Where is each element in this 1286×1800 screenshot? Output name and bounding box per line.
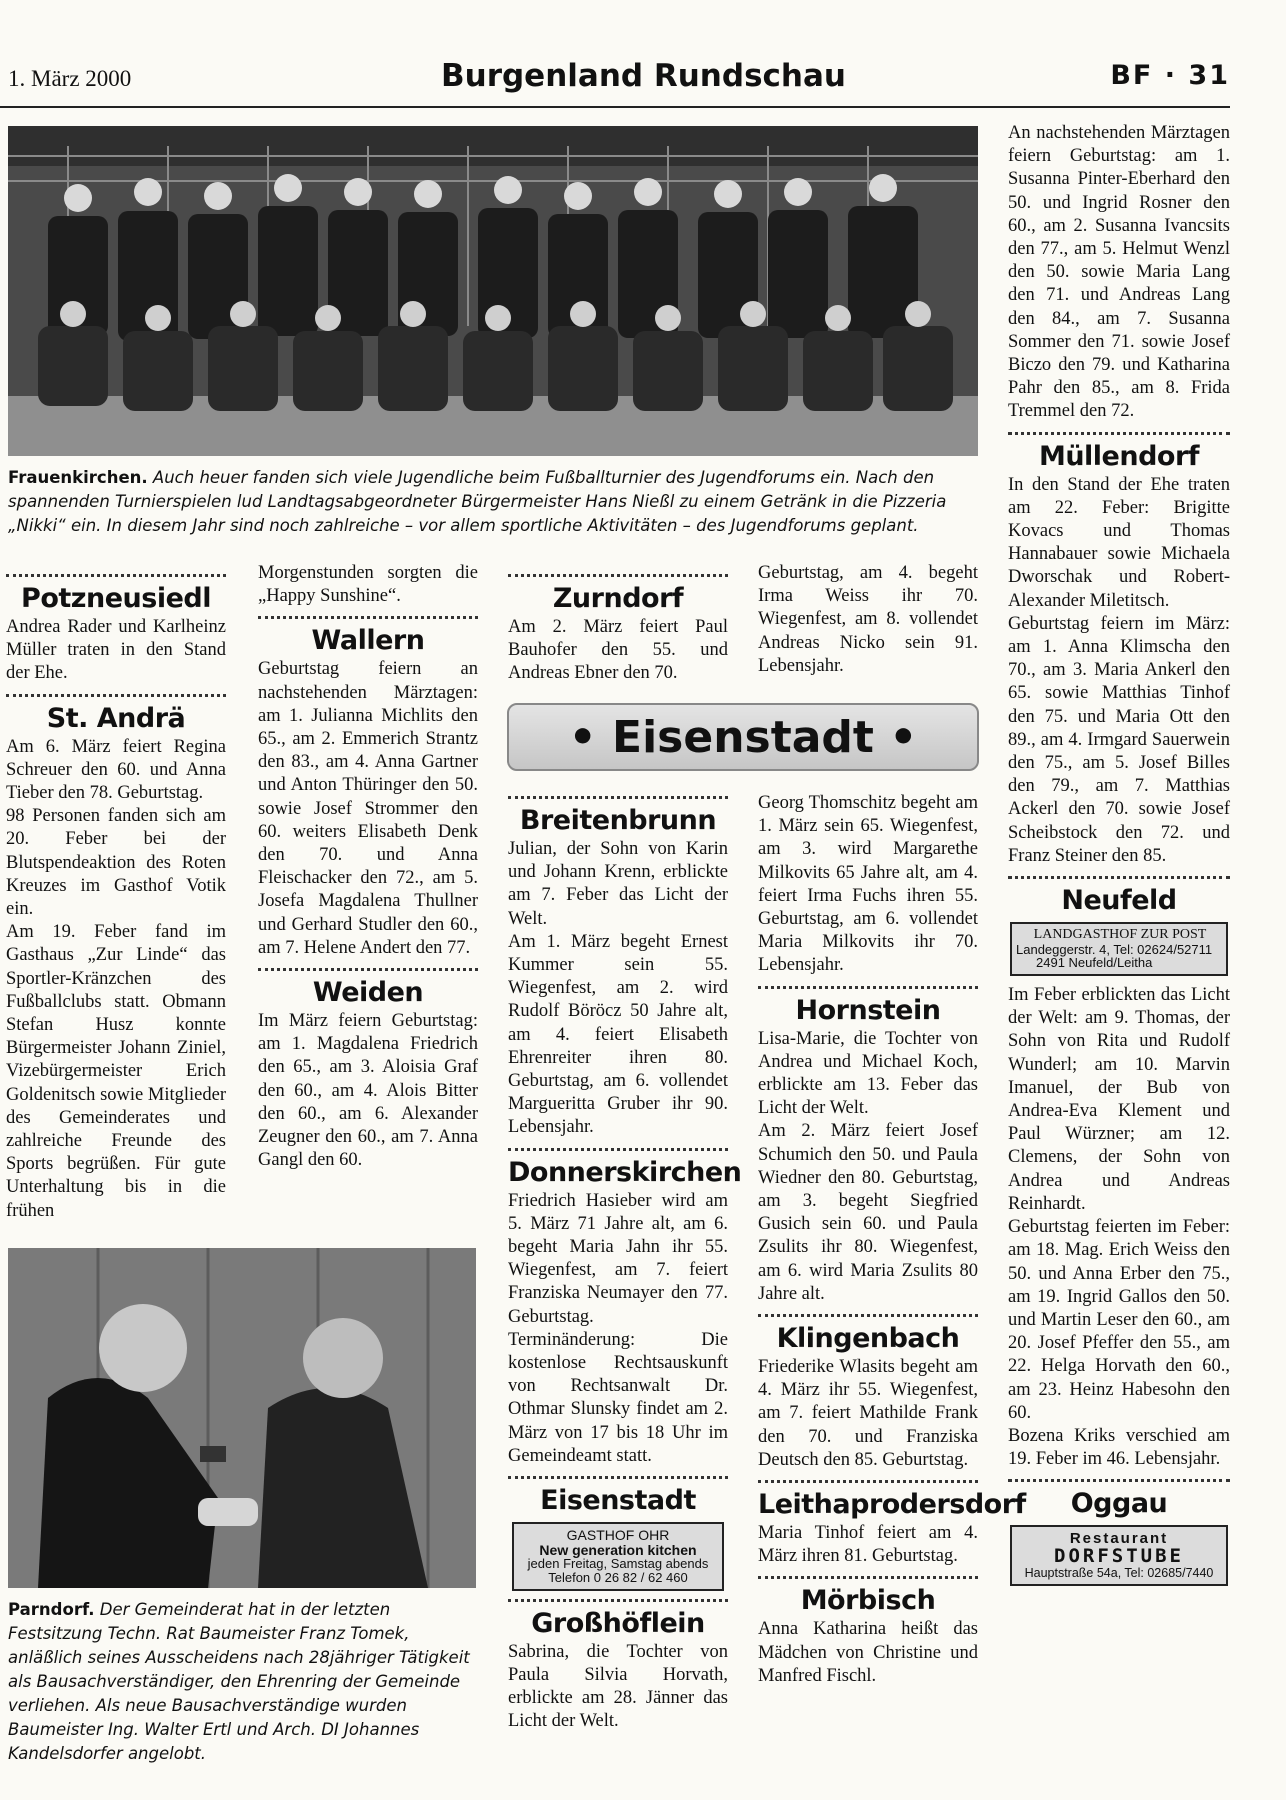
birthday-text: Georg Thomschitz begeht am 1. März sein 65. Wiegenfest, am 3. wird Margarethe Milkovits 65 Jahre alt, am 4. feiert Irma Fuchs ihren 55. Geburtstag, am 6. vollendet Maria Milkovits ihr 70. Lebensjahr. xyxy=(758,793,978,976)
heading-donnerskirchen: Donnerskirchen xyxy=(508,1156,742,1188)
separator xyxy=(508,574,728,577)
moerbisch-text: Anna Katharina heißt das Mädchen von Christine und Manfred Fischl. xyxy=(758,1619,978,1686)
heading-st-andrae: St. Andrä xyxy=(46,702,186,734)
column-1 xyxy=(6,566,226,1223)
column-4-top xyxy=(758,562,978,678)
donnerskirchen-p1: Friedrich Hasieber wird am 5. März 71 Jahre alt, am 6. begeht Maria Jahn ihr 55. Wiegenfest, am 7. feiert Franziska Neumayer den 77. Geburtstag. xyxy=(508,1190,728,1327)
heading-hornstein: Hornstein xyxy=(795,994,941,1026)
separator xyxy=(758,1480,978,1483)
potzneusiedl-text: Andrea Rader und Karlheinz Müller traten in den Stand der Ehe. xyxy=(6,617,226,684)
separator xyxy=(258,968,478,971)
issue-date: 1. März 2000 xyxy=(8,66,132,91)
separator xyxy=(758,1314,978,1317)
separator xyxy=(508,1148,728,1151)
separator xyxy=(508,1476,728,1479)
heading-moerbisch: Mörbisch xyxy=(800,1585,936,1617)
ad-type: Restaurant xyxy=(1069,1530,1169,1548)
region-banner-eisenstadt: • Eisenstadt • xyxy=(507,703,979,771)
column-4 xyxy=(758,792,1026,1688)
heading-grosshoeflein: Großhöflein xyxy=(531,1607,705,1639)
award-photo-illustration xyxy=(8,1248,476,1588)
separator xyxy=(758,1576,978,1579)
separator xyxy=(1008,432,1230,435)
weiden-text: Im März feiern Geburtstag: am 1. Magdalena Friedrich den 65., am 3. Aloisia Graf den 60., am 4. Alois Bitter den 60., am 6. Alexander Zeugner den 60., am 7. Anna Gangl den 60. xyxy=(258,1011,478,1171)
zurndorf-text: Am 2. März feiert Paul Bauhofer den 55. und Andreas Ebner den 70. xyxy=(508,617,728,684)
ad-name: GASTHOF OHR xyxy=(566,1527,670,1544)
ad-address: Landeggerstr. 4, Tel: 02624/52711 xyxy=(1016,941,1213,957)
column-3 xyxy=(508,788,742,1734)
hornstein-p1: Lisa-Marie, die Tochter von Andrea und Michael Koch, erblickte am 13. Feber das Licht der Welt. xyxy=(758,1028,978,1119)
top-photo-caption xyxy=(8,466,980,538)
birthday-list: An nachstehenden Märztagen feiern Geburtstag: am 1. Susanna Pinter-Eberhard den 50. und Ingrid Rosner den 60., am 2. Susanna Ivancsits den 77., am 5. Helmut Wenzl den 50. sowie Maria Lang den 71. und Andreas Lang den 84., am 7. Susanna Sommer den 71. sowie Josef Biczo den 79. und Katharina Pahr den 85., am 8. Frida Tremmel den 72. xyxy=(1008,123,1230,422)
separator xyxy=(758,986,978,989)
bottom-photo-caption xyxy=(8,1598,476,1766)
ad-hours: jeden Freitag, Samstag abends xyxy=(527,1556,709,1572)
breitenbrunn-p2: Am 1. März begeht Ernest Kummer sein 55. Wiegenfest, am 2. wird Rudolf Böröcz 50 Jahre alt, am 4. feiert Elisabeth Ehrenreiter ihren 80. Geburtstag, am 6. vollendet Margueritta Gruber ihr 90. Lebensjahr. xyxy=(508,931,728,1138)
wallern-text: Geburtstag feiern an nachstehenden Märztagen: am 1. Julianna Michlits den 65., am 2. Emmerich Strantz den 83., am 4. Anna Gartner und Anton Thüringer den 50. sowie Josef Strommer den 60. weiters Elisabeth Denk den 70. und Anna Fleischacker den 72., am 5. Josefa Magdalena Thullner und Gerhard Studler den 60., am 7. Helene Andert den 77. xyxy=(258,659,478,958)
muellendorf-p2: Geburtstag feiern im März: am 1. Anna Klimscha den 70., am 3. Maria Ankerl den 65. sowie Matthias Tinhof den 75. und Maria Ott den 89., am 4. Irmgard Sauerwein den 75., am 5. Josef Billes den 79., am 7. Matthias Ackerl den 70. sowie Josef Scheibstock den 72. und Franz Steiner den 85. xyxy=(1008,613,1230,866)
caption-text: Auch heuer fanden sich viele Jugendliche beim Fußballturnier des Jugendforums ein. Nach den spannenden Turnierspielen lud Landtagsabgeordneter Bürgermeister Hans Nießl zu einem Getränk in die Pizzeria „Nikki“ ein. In diesem Jahr sind noch zahlreiche – vor allem sportliche Aktivitäten – des Jugendforums geplant. xyxy=(8,468,947,535)
caption-place: Parndorf. xyxy=(8,1600,95,1619)
heading-weiden: Weiden xyxy=(312,977,424,1009)
ad-name: DORFSTUBE xyxy=(1054,1545,1184,1568)
column-5 xyxy=(1008,122,1230,1586)
newspaper-title: Burgenland Rundschau xyxy=(441,58,846,94)
klingenbach-text: Friederike Wlasits begeht am 4. März ihr 55. Wiegenfest, am 7. feiert Mathilde Frank den 70. und Franziska Deutsch den 85. Geburtstag. xyxy=(758,1357,978,1470)
ad-phone: Telefon 0 26 82 / 62 460 xyxy=(548,1570,688,1586)
page-number: BF · 31 xyxy=(1110,60,1230,91)
leithaprodersdorf-text: Maria Tinhof feiert am 4. März ihren 81. Geburtstag. xyxy=(758,1523,978,1567)
donnerskirchen-p2: Terminänderung: Die kostenlose Rechtsauskunft von Rechtsanwalt Dr. Othmar Slunsky findet am 2. März von 17 bis 18 Uhr im Gemeindeamt statt. xyxy=(508,1329,728,1466)
ad-landgasthof-zur-post xyxy=(1010,922,1228,976)
heading-oggau: Oggau xyxy=(1070,1488,1168,1520)
separator xyxy=(6,694,226,697)
column-3-top xyxy=(508,566,728,686)
column-2 xyxy=(258,562,478,1172)
heading-potzneusiedl: Potzneusiedl xyxy=(21,583,211,614)
ad-gasthof-ohr xyxy=(512,1522,724,1591)
page-header xyxy=(0,56,1230,108)
muellendorf-p1: In den Stand der Ehe traten am 22. Feber: Brigitte Kovacs und Thomas Hannabauer sowie Michaela Dworschak und Robert-Alexander Miletitsch. xyxy=(1008,474,1230,611)
ad-town: 2491 Neufeld/Leitha xyxy=(1036,955,1153,971)
top-birthday-text: Geburtstag, am 4. begeht Irma Weiss ihr 70. Wiegenfest, am 8. vollendet Andreas Nicko sein 91. Lebensjahr. xyxy=(758,563,978,676)
ad-address: Hauptstraße 54a, Tel: 02685/7440 xyxy=(1024,1566,1214,1581)
st-andrae-p2: 98 Personen fanden sich am 20. Feber bei der Blutspendeaktion des Roten Kreuzes im Gasthof Votik ein. xyxy=(6,806,226,920)
heading-leithaprodersdorf: Leithaprodersdorf xyxy=(758,1489,1026,1521)
parndorf-award-photo xyxy=(8,1248,476,1588)
hornstein-p2: Am 2. März feiert Josef Schumich den 50. und Paula Wiedner den 80. Geburtstag, am 3. begeht Siegfried Gusich sein 60. und Paula Zsulits ihr 80. Wiegenfest, am 6. wird Maria Zsulits 80 Jahre alt. xyxy=(758,1121,978,1304)
neufeld-p2: Geburtstag feierten im Feber: am 18. Mag. Erich Weiss den 50. und Anna Erber den 75., am 19. Ingrid Gallos den 50. und Martin Leser den 60., am 20. Josef Pfeffer den 55., am 22. Helga Horvath den 60., am 23. Heinz Habesohn den 60. xyxy=(1008,1217,1230,1423)
heading-neufeld: Neufeld xyxy=(1061,885,1177,917)
ad-name: LANDGASTHOF ZUR POST xyxy=(1033,927,1207,943)
separator xyxy=(508,796,728,799)
breitenbrunn-p1: Julian, der Sohn von Karin und Johann Krenn, erblickte am 7. Feber das Licht der Welt. xyxy=(508,839,728,929)
heading-klingenbach: Klingenbach xyxy=(776,1323,960,1355)
caption-place: Frauenkirchen. xyxy=(8,468,148,487)
separator xyxy=(258,616,478,619)
grosshoeflein-text: Sabrina, die Tochter von Paula Silvia Horvath, erblickte am 28. Jänner das Licht der Welt. xyxy=(508,1641,728,1732)
separator xyxy=(1008,1479,1230,1482)
caption-text: Der Gemeinderat hat in der letzten Festsitzung Techn. Rat Baumeister Franz Tomek, anläßlich seines Ausscheidens nach 28jähriger Tätigkeit als Bausachverständiger, den Ehrenring der Gemeinde verliehen. Als neue Bausachverständige wurden Baumeister Ing. Walter Ertl und Arch. DI Johannes Kandelsdorfer angelobt. xyxy=(8,1600,470,1763)
ad-slogan: New generation kitchen xyxy=(539,1541,697,1558)
neufeld-p1: Im Feber erblickten das Licht der Welt: am 9. Thomas, der Sohn von Rita und Rudolf Wunderl; am 10. Marvin Imanuel, der Bub von Andrea-Eva Klement und Paul Würzner; am 12. Clemens, der Sohn von Andrea und Andreas Reinhardt. xyxy=(1008,985,1230,1214)
heading-muellendorf: Müllendorf xyxy=(1038,440,1200,472)
separator xyxy=(508,1599,728,1602)
separator xyxy=(1008,876,1230,879)
heading-breitenbrunn: Breitenbrunn xyxy=(519,805,717,836)
heading-eisenstadt: Eisenstadt xyxy=(540,1485,696,1517)
neufeld-p3: Bozena Kriks verschied am 19. Feber im 46. Lebensjahr. xyxy=(1008,1425,1230,1470)
football-team-photo xyxy=(8,126,978,456)
heading-zurndorf: Zurndorf xyxy=(552,583,684,614)
st-andrae-continued: Morgenstunden sorgten die „Happy Sunshine“. xyxy=(258,563,478,607)
st-andrae-p1: Am 6. März feiert Regina Schreuer den 60. und Anna Tieber den 78. Geburtstag. xyxy=(6,736,226,804)
team-photo-illustration xyxy=(8,126,978,456)
separator xyxy=(6,574,226,577)
st-andrae-p3: Am 19. Feber fand im Gasthaus „Zur Linde“ das Sportler-Kränzchen des Fußballclubs statt. Obmann Stefan Husz konnte Bürgermeister Johann Ziniel, Vizebürgermeister Erich Goldenitsch sowie Mitglieder des Gemeinderates und zahlreiche Freunde des Sports begrüßen. Für gute Unterhaltung bis in die frühen xyxy=(6,922,226,1221)
heading-wallern: Wallern xyxy=(311,625,425,657)
ad-restaurant-dorfstube xyxy=(1010,1525,1228,1586)
